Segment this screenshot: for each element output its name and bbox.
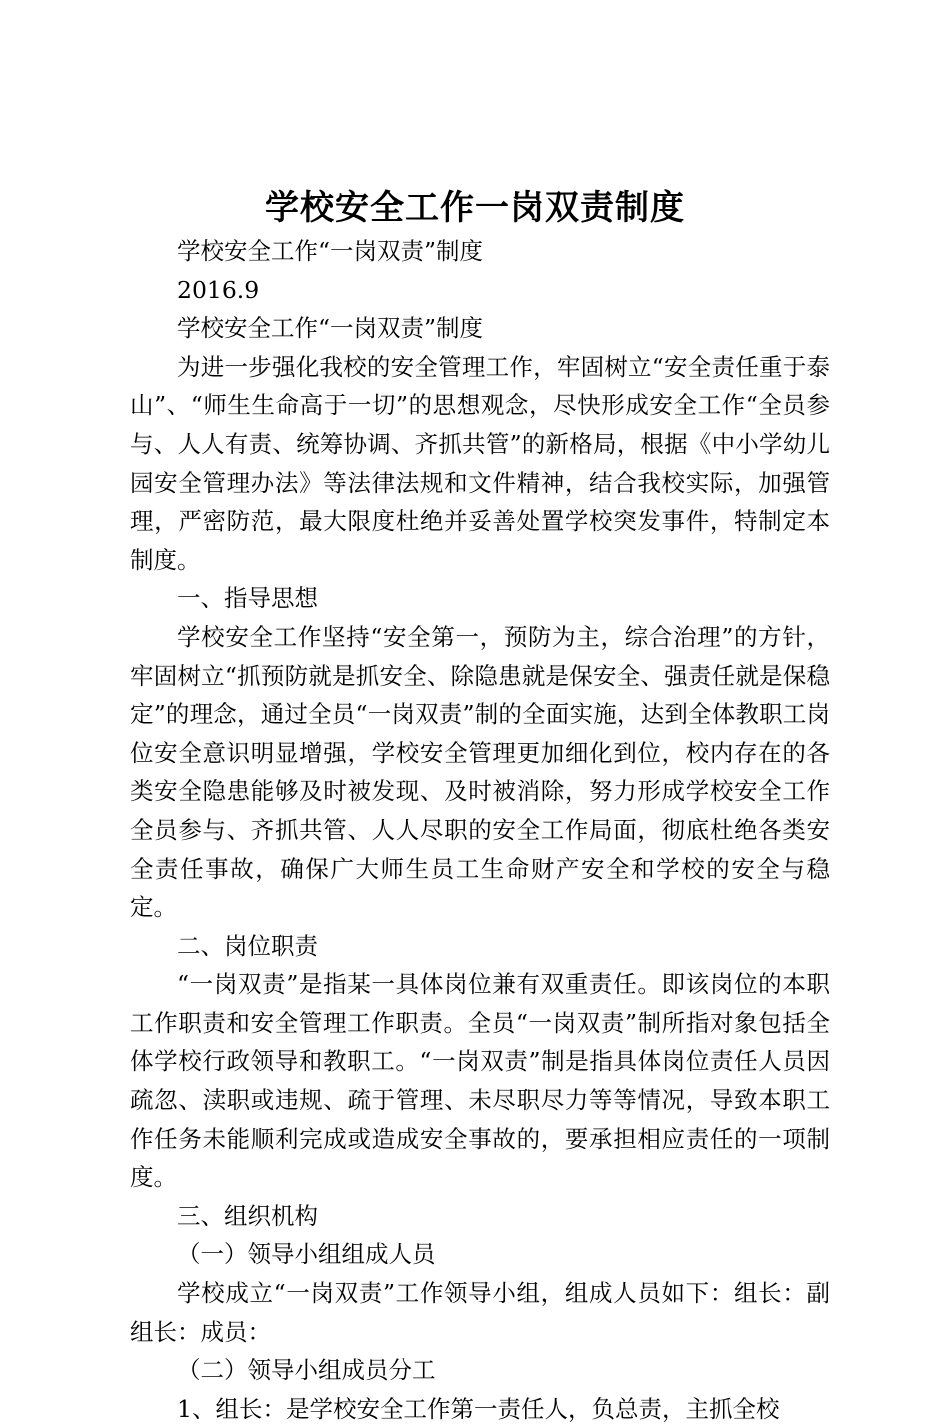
date-line: 2016.9: [177, 275, 260, 304]
section-heading: 一、指导思想: [177, 584, 318, 613]
list-item: 1、组长：是学校安全工作第一责任人，负总责，主抓全校: [177, 1394, 780, 1423]
section-paragraph: 学校安全工作坚持“安全第一，预防为主，综合治理”的方针，牢固树立“抓预防就是抓安全、除隐患就是保安全、强责任就是保稳定”的理念，通过全员“一岗双责”制的全面实施，达到全体教职工岗位安全意识明显增强，学校安全管理更加细化到位，校内存在的各类安全隐患能够及时被发现、及时被消除，努力形成学校安全工作全员参与、齐抓共管、人人尽职的安全工作局面，彻底杜绝各类安全责任事故，确保广大师生员工生命财产安全和学校的安全与稳定。: [130, 622, 830, 922]
section-heading: 三、组织机构: [177, 1201, 318, 1230]
subsection-heading: （一）领导小组组成人员: [177, 1240, 436, 1269]
subsection-heading: （二）领导小组成员分工: [177, 1356, 436, 1385]
subtitle-line: 学校安全工作“一岗双责”制度: [177, 314, 484, 343]
intro-paragraph: 为进一步强化我校的安全管理工作，牢固树立“安全责任重于泰山”、“师生生命高于一切”的思想观念，尽快形成安全工作“全员参与、人人有责、统筹协调、齐抓共管”的新格局，根据《中小学幼儿园安全管理办法》等法律法规和文件精神，结合我校实际，加强管理，严密防范，最大限度杜绝并妥善处置学校突发事件，特制定本制度。: [130, 352, 830, 574]
subtitle-line: 学校安全工作“一岗双责”制度: [177, 237, 484, 265]
section-paragraph: 学校成立“一岗双责”工作领导小组，组成人员如下：组长：副组长：成员：: [130, 1279, 830, 1346]
section-paragraph: “一岗双责”是指某一具体岗位兼有双重责任。即该岗位的本职工作职责和安全管理工作职责。全员“一岗双责”制所指对象包括全体学校行政领导和教职工。“一岗双责”制是指具体岗位责任人员因疏忽、渎职或违规、疏于管理、未尽职尽力等等情况，导致本职工作任务未能顺利完成或造成安全事故的，要承担相应责任的一项制度。: [130, 970, 830, 1192]
section-heading: 二、岗位职责: [177, 931, 318, 960]
document-body: [130, 232, 830, 1428]
document-title: 学校安全工作一岗双责制度: [265, 188, 685, 228]
